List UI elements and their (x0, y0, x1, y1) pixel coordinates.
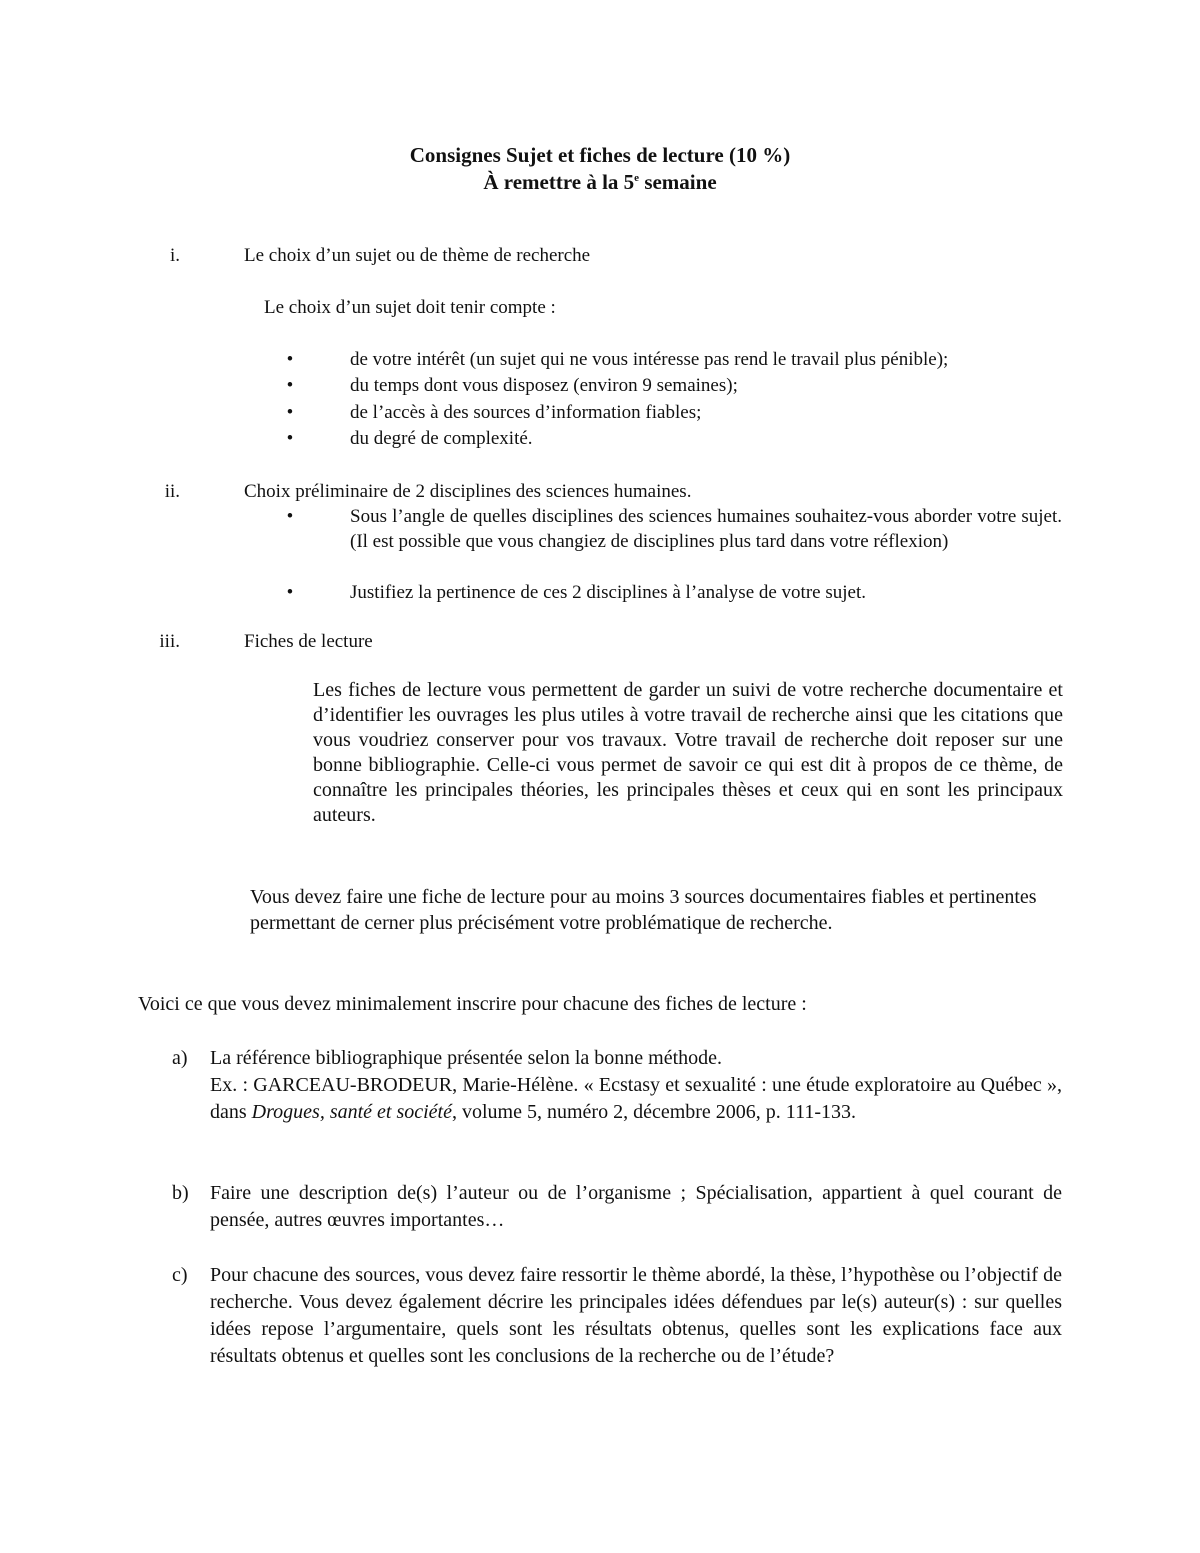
item-a-example (210, 1072, 1062, 1126)
item-a-marker: a) (172, 1047, 188, 1069)
subtitle-sup: e (634, 172, 640, 184)
document-subtitle (0, 168, 1200, 196)
section-ii-bullet-1: Sous l’angle de quelles disciplines des sciences humaines souhaitez-vous aborder votre sujet. (Il est possible que vous changiez de disciplines plus tard dans votre réflexion) (350, 506, 1062, 552)
bullet-icon: • (286, 506, 294, 527)
section-iii-requirement: Vous devez faire une fiche de lecture pour au moins 3 sources documentaires fiables et pertinentes permettant de cerner plus précisément votre problématique de recherche. (250, 886, 1037, 934)
item-c-marker: c) (172, 1264, 188, 1286)
bullet-icon: • (286, 582, 294, 603)
subtitle-post: semaine (639, 170, 717, 194)
instructions-intro: Voici ce que vous devez minimalement inscrire pour chacune des fiches de lecture : (138, 993, 807, 1015)
section-i-marker: i. (169, 245, 180, 266)
journal-title: Drogues, santé et société (251, 1101, 452, 1123)
section-ii-bullet-2: Justifiez la pertinence de ces 2 disciplines à l’analyse de votre sujet. (350, 582, 866, 603)
section-i-heading: Le choix d’un sujet ou de thème de recherche (244, 245, 591, 266)
title-line-1: Consignes Sujet et fiches de lecture (10 %) (409, 143, 791, 167)
section-iii-marker: iii. (159, 631, 180, 652)
bullet-icon: • (286, 428, 294, 449)
section-ii-marker: ii. (164, 481, 180, 502)
section-iii-heading: Fiches de lecture (244, 631, 373, 652)
document-title (0, 141, 1200, 169)
bullet-icon: • (286, 402, 294, 423)
section-i-bullet-4: du degré de complexité. (350, 428, 533, 449)
bullet-icon: • (286, 375, 294, 396)
section-i-bullet-1: de votre intérêt (un sujet qui ne vous intéresse pas rend le travail plus pénible); (350, 349, 949, 370)
example-text-end: , volume 5, numéro 2, décembre 2006, p. 111-133. (452, 1101, 856, 1123)
section-i-bullet-3: de l’accès à des sources d’information fiables; (350, 402, 702, 423)
item-a-reference-title: La référence bibliographique présentée selon la bonne méthode. (210, 1047, 723, 1069)
example-text: Ex. : GARCEAU-BRODEUR, Marie-Hélène. « Ecstasy et sexualité : une étude exploratoire au Québec », dans (210, 1074, 1062, 1123)
item-c-text: Pour chacune des sources, vous devez faire ressortir le thème abordé, la thèse, l’hypothèse ou l’objectif de recherche. Vous devez également décrire les principales idées défendues par le(s) auteur(s) : sur quelles idées repose l’argumentaire, quels sont les résultats obtenus, quelles sont les explications face aux résultats obtenus et quelles sont les conclusions de la recherche ou de l’étude? (210, 1264, 1062, 1367)
item-b-marker: b) (172, 1182, 189, 1204)
section-i-intro: Le choix d’un sujet doit tenir compte : (264, 297, 556, 318)
item-b-text: Faire une description de(s) l’auteur ou de l’organisme ; Spécialisation, appartient à quel courant de pensée, autres œuvres importantes… (210, 1182, 1062, 1231)
bullet-icon: • (286, 349, 294, 370)
section-iii-paragraph: Les fiches de lecture vous permettent de garder un suivi de votre recherche documentaire et d’identifier les ouvrages les plus utiles à votre travail de recherche ainsi que les citations que vous voudriez conserver pour vos travaux. Votre travail de recherche doit reposer sur une bonne bibliographie. Celle-ci vous permet de savoir ce qui est dit à propos de ce thème, de connaître les principales théories, les principales thèses et ceux qui en sont les principaux auteurs. (313, 679, 1063, 826)
subtitle-pre: À remettre à la 5 (483, 170, 635, 194)
section-ii-heading: Choix préliminaire de 2 disciplines des sciences humaines. (244, 481, 692, 502)
section-i-bullet-2: du temps dont vous disposez (environ 9 semaines); (350, 375, 738, 396)
